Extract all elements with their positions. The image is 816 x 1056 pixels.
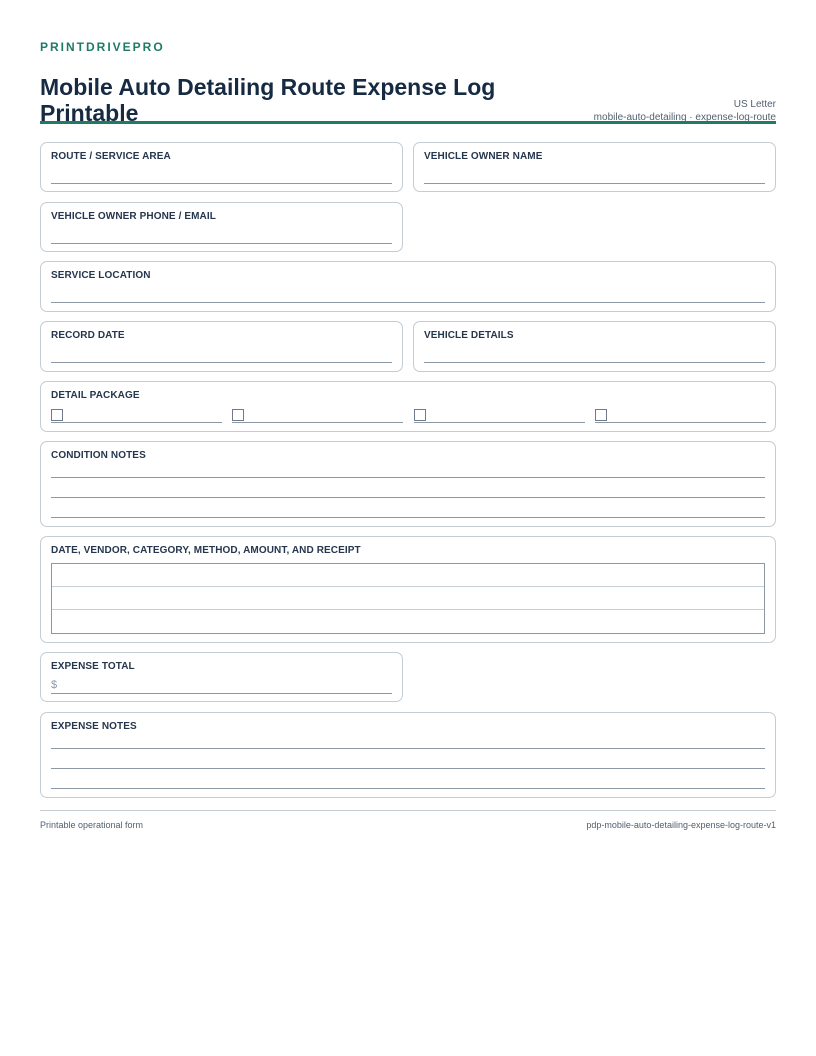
- form-header: [40, 54, 776, 124]
- vehicle-owner-contact-field[interactable]: [40, 202, 403, 252]
- field-label: RECORD DATE: [51, 330, 125, 341]
- write-line[interactable]: [51, 748, 765, 749]
- checkbox[interactable]: [232, 409, 244, 421]
- vehicle-owner-name-field[interactable]: [413, 142, 776, 192]
- currency-symbol: $: [51, 679, 58, 691]
- write-line[interactable]: [51, 517, 765, 518]
- expense-notes-field[interactable]: [40, 712, 776, 798]
- condition-notes-field[interactable]: [40, 441, 776, 527]
- write-line[interactable]: [51, 693, 392, 694]
- write-line[interactable]: [424, 183, 765, 184]
- write-line[interactable]: [51, 477, 765, 478]
- detail-package-field: [40, 381, 776, 432]
- field-label: VEHICLE DETAILS: [424, 330, 514, 341]
- document-slug: mobile-auto-detailing · expense-log-route: [593, 112, 776, 123]
- expense-table-field: [40, 536, 776, 643]
- package-option[interactable]: [51, 409, 222, 423]
- package-option[interactable]: [232, 409, 403, 423]
- write-line[interactable]: [51, 362, 392, 363]
- page-title: Mobile Auto Detailing Route Expense Log Printable: [40, 74, 496, 126]
- table-row[interactable]: [52, 587, 764, 610]
- checkbox[interactable]: [51, 409, 63, 421]
- write-line[interactable]: [51, 497, 765, 498]
- write-line[interactable]: [51, 183, 392, 184]
- document-meta: [594, 98, 776, 124]
- write-line[interactable]: [51, 243, 392, 244]
- expense-table: [51, 563, 765, 634]
- field-label: EXPENSE TOTAL: [51, 661, 135, 672]
- form-page: [40, 40, 776, 124]
- package-option[interactable]: [414, 409, 585, 423]
- field-label: SERVICE LOCATION: [51, 270, 151, 281]
- table-row[interactable]: [52, 564, 764, 587]
- checkbox[interactable]: [414, 409, 426, 421]
- service-location-field[interactable]: [40, 261, 776, 312]
- record-date-field[interactable]: [40, 321, 403, 372]
- field-label: DATE, VENDOR, CATEGORY, METHOD, AMOUNT, AND RECEIPT: [51, 545, 361, 556]
- package-option[interactable]: [595, 409, 766, 423]
- field-label: DETAIL PACKAGE: [51, 390, 140, 401]
- field-label: VEHICLE OWNER NAME: [424, 151, 543, 162]
- form-footer: [40, 810, 776, 832]
- expense-total-field[interactable]: [40, 652, 403, 702]
- field-label: CONDITION NOTES: [51, 450, 146, 461]
- write-line[interactable]: [51, 788, 765, 789]
- checkbox[interactable]: [595, 409, 607, 421]
- field-label: ROUTE / SERVICE AREA: [51, 151, 171, 162]
- paper-size: US Letter: [733, 99, 776, 110]
- brand-name: PRINTDRIVEPRO: [40, 40, 165, 54]
- footer-label: Printable operational form: [40, 820, 144, 830]
- vehicle-details-field[interactable]: [413, 321, 776, 372]
- form-id: pdp-mobile-auto-detailing-expense-log-route-v1: [586, 820, 776, 830]
- route-service-area-field[interactable]: [40, 142, 403, 192]
- table-row[interactable]: [52, 610, 764, 633]
- field-label: VEHICLE OWNER PHONE / EMAIL: [51, 211, 216, 222]
- field-label: EXPENSE NOTES: [51, 721, 137, 732]
- write-line[interactable]: [51, 302, 765, 303]
- write-line[interactable]: [51, 768, 765, 769]
- write-line[interactable]: [424, 362, 765, 363]
